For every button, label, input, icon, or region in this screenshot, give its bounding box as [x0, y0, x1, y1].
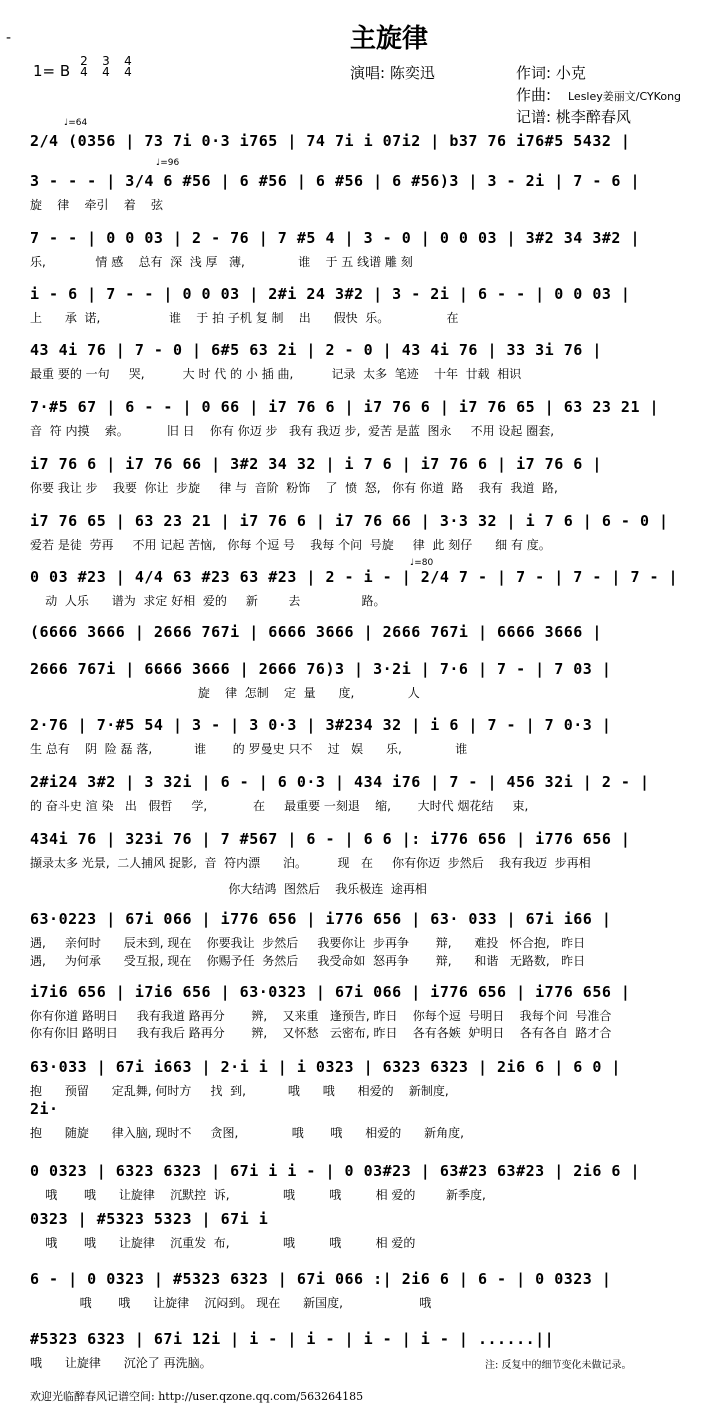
notation-line: #5323 6323 | 67i 12i | i - | i - | i - | i - | ......|| [30, 1330, 555, 1348]
lyrics-line: 的 奋斗史 渲 染 出 假哲 学, 在 最重要 一刻退 缩, 大时代 烟花结 束, [30, 799, 529, 813]
time-signature: 3 4 [102, 54, 110, 79]
notation-line: 0323 | #5323 5323 | 67i i [30, 1210, 269, 1228]
singer-credit: 演唱: 陈奕迅 [350, 64, 435, 82]
lyrics-line: 你有你道 路明日 我有我道 路再分 辨, 又来重 逢预告, 昨日 你每个逗 号明日 我每个问 号准合 [30, 1009, 612, 1023]
tempo-mark: ♩=96 [156, 158, 180, 168]
lyrics-line: 遇, 为何承 受互报, 现在 你赐予任 务然后 我受命如 怒再争 辩, 和谐 无路数, 昨日 [30, 954, 586, 968]
tempo-mark: ♩=64 [64, 118, 88, 128]
notation-line: 6 - | 0 0323 | #5323 6323 | 67i 066 :| 2i6 6 | 6 - | 0 0323 | [30, 1270, 612, 1288]
notation-line: 63·0223 | 67i 066 | i776 656 | i776 656 | 63· 033 | 67i i66 | [30, 910, 612, 928]
lyrics-line: 爱若 是徒 劳再 不用 记起 苦恼, 你每 个逗 号 我每 个问 号旋 律 此 刻仔 细 有 度。 [30, 538, 551, 552]
notation-line: 43 4i 76 | 7 - 0 | 6#5 63 2i | 2 - 0 | 43 4i 76 | 33 3i 76 | [30, 341, 602, 359]
lyrics-line: 遇, 亲何时 辰未到, 现在 你要我让 步然后 我要你让 步再争 辩, 难投 怀合抱, 昨日 [30, 936, 586, 950]
notation-line: i7i6 656 | i7i6 656 | 63·0323 | 67i 066 | i776 656 | i776 656 | [30, 983, 631, 1001]
notation-line: 434i 76 | 323i 76 | 7 #567 | 6 - | 6 6 |: i776 656 | i776 656 | [30, 830, 631, 848]
lyrics-line: 旋 律 怎制 定 量 度, 人 [30, 686, 420, 700]
transcriber-credit: 记谱: 桃李醉春风 [516, 108, 631, 126]
notation-line: 7 - - | 0 0 03 | 2 - 76 | 7 #5 4 | 3 - 0 | 0 0 03 | 3#2 34 3#2 | [30, 229, 640, 247]
time-signature: 2 4 [80, 54, 88, 79]
notation-line: 2/4 (0356 | 73 7i 0·3 i765 | 74 7i i 07i2 | b37 76 i76#5 5432 | [30, 132, 631, 150]
tempo-mark: ♩=80 [410, 558, 434, 568]
lyrics-line: 你有你旧 路明日 我有我后 路再分 辨, 又怀愁 云密布, 昨日 各有各嫉 妒明日 各有各自 路才合 [30, 1026, 612, 1040]
notation-line: i7 76 6 | i7 76 66 | 3#2 34 32 | i 7 6 | i7 76 6 | i7 76 6 | [30, 455, 602, 473]
lyrics-line: 生 总有 阴 险 磊 落, 谁 的 罗曼史 只不 过 娱 乐, 谁 [30, 742, 468, 756]
notation-line: 2#i24 3#2 | 3 32i | 6 - | 6 0·3 | 434 i76 | 7 - | 456 32i | 2 - | [30, 773, 650, 791]
page-title: 主旋律 [350, 24, 429, 54]
lyrics-line: 哦 哦 让旋律 沉闷到。 现在 新国度, 哦 [30, 1296, 432, 1310]
lyrics-line: 哦 让旋律 沉沦了 再洗脑。 [30, 1356, 212, 1370]
lyrics-line: 哦 哦 让旋律 沉重发 布, 哦 哦 相 爱的 [30, 1236, 416, 1250]
lyrics-line: 抱 随旋 律入脑, 现时不 贪图, 哦 哦 相爱的 新角度, [30, 1126, 464, 1140]
composer-credit: Lesley姜丽文/CYKong [568, 90, 682, 103]
lyrics-line: 最重 要的 一句 哭, 大 时 代 的 小 插 曲, 记录 太多 笔迹 十年 廿载 相识 [30, 367, 522, 381]
notation-line: i7 76 65 | 63 23 21 | i7 76 6 | i7 76 66 | 3·3 32 | i 7 6 | 6 - 0 | [30, 512, 669, 530]
remark-note: 注: 反复中的细节变化未做记录。 [485, 1360, 632, 1371]
notation-line: i - 6 | 7 - - | 0 0 03 | 2#i 24 3#2 | 3 - 2i | 6 - - | 0 0 03 | [30, 285, 631, 303]
lyrics-line: 音 符 内摸 索。 旧 日 你有 你迈 步 我有 我迈 步, 爱苦 是蓝 图永 不用 设起 圈套, [30, 424, 555, 438]
key-signature: 1= B [33, 62, 71, 80]
notation-line: 7·#5 67 | 6 - - | 0 66 | i7 76 6 | i7 76 6 | i7 76 65 | 63 23 21 | [30, 398, 660, 416]
lyrics-line: 撷录太多 光景, 二人捕风 捉影, 音 符内漂 泊。 现 在 你有你迈 步然后 我有我迈 步再相 [30, 856, 591, 870]
lyrics-line: 抱 预留 定乱舞, 何时方 找 到, 哦 哦 相爱的 新制度, [30, 1084, 449, 1098]
footer-link-text: 欢迎光临醉春风记谱空间: http://user.qzone.qq.com/563264185 [30, 1390, 364, 1403]
notation-line: 0 03 #23 | 4/4 63 #23 63 #23 | 2 - i - | 2/4 7 - | 7 - | 7 - | 7 - | [30, 568, 679, 586]
notation-line: 63·033 | 67i i663 | 2·i i | i 0323 | 6323 6323 | 2i6 6 | 6 0 | [30, 1058, 621, 1076]
notation-line: 3 - - - | 3/4 6 #56 | 6 #56 | 6 #56 | 6 #56)3 | 3 - 2i | 7 - 6 | [30, 172, 640, 190]
time-signature: 4 4 [124, 54, 132, 79]
lyrics-line: 上 承 诺, 谁 于 拍 子机 复 制 出 假快 乐。 在 [30, 311, 459, 325]
notation-line: 2666 767i | 6666 3666 | 2666 76)3 | 3·2i | 7·6 | 7 - | 7 03 | [30, 660, 612, 678]
notation-line: 2i· [30, 1100, 59, 1118]
lyricist-credit: 作词: 小克 [516, 64, 586, 82]
notation-line: (6666 3666 | 2666 767i | 6666 3666 | 2666 767i | 6666 3666 | [30, 623, 602, 641]
lyrics-line: 你要 我让 步 我要 你让 步旋 律 与 音阶 粉饰 了 愤 怒, 你有 你道 路 我有 我道 路, [30, 481, 558, 495]
lyrics-line: 哦 哦 让旋律 沉默控 诉, 哦 哦 相 爱的 新季度, [30, 1188, 486, 1202]
lyrics-line: 你大结鸿 图然后 我乐极连 途再相 [30, 882, 427, 896]
lyrics-line: 乐, 情 感 总有 深 浅 厚 薄, 谁 于 五 线谱 雕 刻 [30, 255, 413, 269]
notation-line: 0 0323 | 6323 6323 | 67i i i - | 0 03#23 | 63#23 63#23 | 2i6 6 | [30, 1162, 640, 1180]
notation-line: 2·76 | 7·#5 54 | 3 - | 3 0·3 | 3#234 32 | i 6 | 7 - | 7 0·3 | [30, 716, 612, 734]
corner-dash: - [6, 30, 12, 46]
lyrics-line: 旋 律 牵引 着 弦 [30, 198, 164, 212]
composer-label: 作曲: [516, 86, 552, 104]
lyrics-line: 动 人乐 谱为 求定 好相 爱的 新 去 路。 [30, 594, 386, 608]
